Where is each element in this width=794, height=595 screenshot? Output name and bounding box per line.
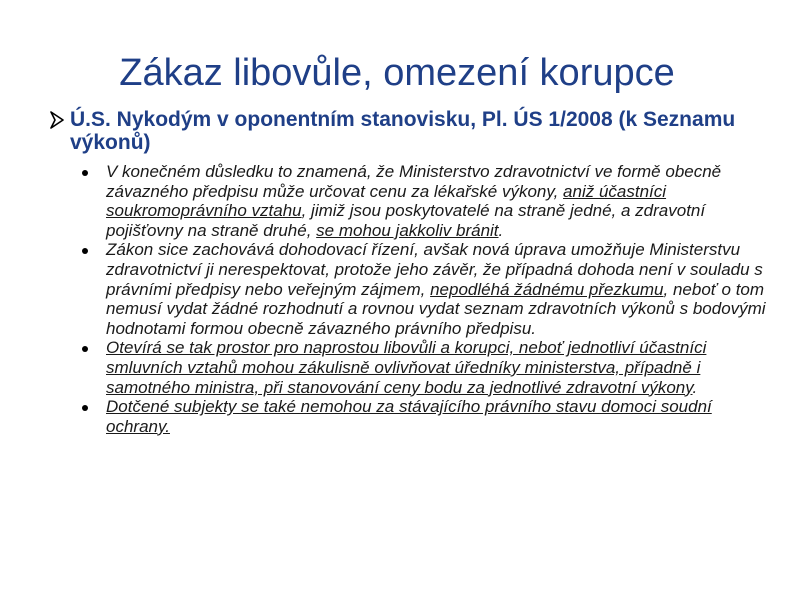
slide-title: Zákaz libovůle, omezení korupce	[119, 52, 675, 94]
bullet-text-underlined: se mohou jakkoliv bránit	[316, 220, 499, 240]
bullet-item	[82, 338, 772, 397]
bullet-text-underlined: nepodléhá žádnému přezkumu	[430, 279, 664, 299]
dot-bullet-icon	[82, 248, 88, 254]
bullet-text-underlined: Dotčené subjekty se také nemohou za stávajícího právního stavu domoci soudní ochrany.	[106, 397, 712, 436]
bullet-list	[82, 162, 772, 436]
dot-bullet-icon	[82, 346, 88, 352]
bullet-text-underlined: aniž účastníci soukromoprávního vztahu	[106, 181, 667, 221]
bullet-item	[82, 397, 772, 436]
dot-bullet-icon	[82, 170, 88, 176]
level1-text: Ú.S. Nykodým v oponentním stanovisku, Pl. ÚS 1/2008 (k Seznamu výkonů)	[70, 108, 736, 154]
arrow-bullet-icon	[50, 110, 64, 130]
bullet-item	[82, 240, 772, 338]
level1-item	[50, 108, 770, 154]
bullet-text-segment: V konečném důsledku to znamená, že Ministerstvo zdravotnictví ve formě obecně závazného předpisu může určovat cenu za lékařské výkony,	[106, 162, 722, 201]
bullet-text-segment: , neboť o tom nemusí vydat žádné rozhodnutí a rovnou vydat seznam zdravotních výkonů s bodovými hodnotami formou obecně závazného právního předpisu.	[106, 279, 766, 338]
bullet-text-underlined: Otevírá se tak prostor pro naprostou libovůli a korupci, neboť jednotliví účastníci smluvních vztahů mohou zákulisně ovlivňovat úředníky ministerstva, případně i samotného ministra, při stanovování ceny bodu za jednotlivé zdravotní výkony	[106, 338, 707, 397]
bullet-text-segment: .	[692, 377, 698, 397]
dot-bullet-icon	[82, 405, 88, 411]
bullet-text-segment: , jimiž jsou poskytovatelé na straně jedné, a zdravotní pojišťovny na straně druhé,	[106, 201, 706, 240]
bullet-text-segment: .	[498, 220, 504, 240]
bullet-text-segment: Zákon sice zachovává dohodovací řízení, avšak nová úprava umožňuje Ministerstvu zdravotnictví ji nerespektovat, protože jeho závěr, že případná dohoda není v souladu s právními předpisy nebo veřejným zájmem,	[106, 240, 763, 299]
bullet-item	[82, 162, 772, 240]
